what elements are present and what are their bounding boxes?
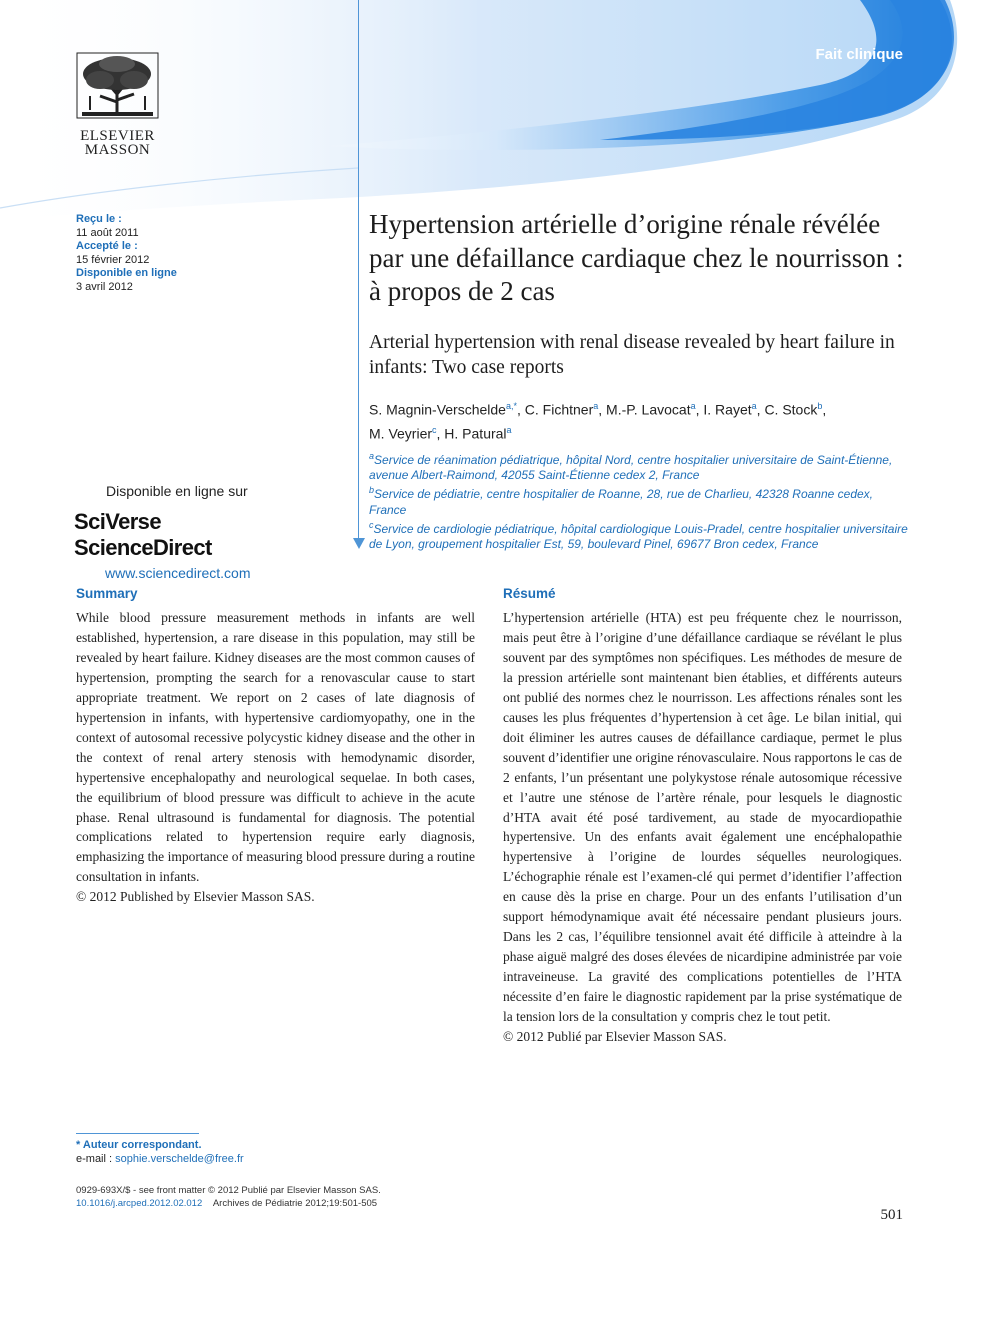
online-label: Disponible en ligne	[76, 267, 177, 279]
sciencedirect-link[interactable]: www.sciencedirect.com	[105, 565, 251, 581]
email-label: e-mail :	[76, 1153, 116, 1165]
article-subtitle: Arterial hypertension with renal disease revealed by heart failure in infants: Two case reports	[369, 332, 895, 378]
author-affiliation-mark: b	[817, 401, 823, 411]
summary-body: While blood pressure measurement methods in infants are well established, hypertension, a rare disease in this population, may still be revealed by heart failure. Kidney diseases are the most common causes of hypertension, prompting the search for a renovascular cause to start appropriate treatment. We report on 2 cases of late diagnosis of hypertension in infants, with hypertensive cardiomyopathy, one in the context of autosomal recessive polycystic kidney disease and the other in the context of renal artery stenosis with hemodynamic disorder, hypertensive encephalopathy and neurological sequelae. In both cases, the equilibrium of blood pressure was difficult to achieve in the acute phase. Renal ultrasound is fundamental for diagnosis. The potential complications related to hypertension require early diagnosis, emphasizing the importance of measuring blood pressure during a routine consultation in infants.	[76, 610, 475, 885]
affiliation-mark: b	[369, 485, 375, 496]
affiliation-list	[369, 449, 909, 552]
affiliation	[369, 483, 909, 517]
resume-copyright: © 2012 Publié par Elsevier Masson SAS.	[503, 1029, 727, 1045]
author-affiliation-mark: a	[690, 401, 696, 411]
summary-heading: Summary	[76, 586, 138, 601]
corresponding-author-note: * Auteur correspondant.	[76, 1139, 202, 1151]
affiliation-mark: a	[369, 451, 375, 461]
doi-line	[76, 1198, 496, 1211]
author-affiliation-mark: a	[751, 401, 757, 411]
email-line	[76, 1152, 376, 1166]
author-list	[369, 396, 909, 443]
resume-heading: Résumé	[503, 586, 556, 601]
author: C. Stock	[764, 401, 818, 418]
author-separator: ,	[695, 401, 704, 418]
email-link[interactable]: sophie.verschelde@free.fr	[115, 1153, 244, 1165]
vertical-rule	[358, 0, 359, 543]
publisher-logo	[70, 50, 165, 157]
author: M. Veyrier	[369, 425, 433, 442]
summary-text	[76, 608, 475, 907]
resume-body: L’hypertension artérielle (HTA) est peu fréquente chez le nourrisson, mais peut être à l’origine d’une défaillance cardiaque se révélant le plus souvent par des symptômes non spécifiques. Les méthodes de mesure de la pression artérielle sont maintenant bien établies, et différents auteurs ont publié des normes chez le nourrisson. Les affections rénales sont les causes les plus fréquentes d’hypertension à cet âge. Le bilan initial, qui doit éliminer les autres causes de défaillance cardiaque, permet le plus souvent d’identifier une origine rénovasculaire. Nous rapportons le cas de 2 enfants, l’un présentant une polykystose rénale autosomique récessive et l’autre une sténose de l’artère rénale, pour lesquels le diagnostic d’HTA avait été posé tardivement, au stade de myocardiopathie hypertensive. Un des enfants avait également une encéphalopathie hypertensive à l’origine de lourdes séquelles neurologiques. L’échographie rénale est l’examen-clé qui permet d’identifier l’affection en cause dès la prise en charge. Pour un des enfants l’utilisation d’un support hémodynamique avait été nécessaire pendant plusieurs jours. Dans les 2 cas, l’équilibre tensionnel avait été difficile à atteindre à la phase aiguë malgré des doses élevées de nicardipine administrée par voie intraveineuse. La gravité des complications potentielles de l’HTA nécessite d’en faire le diagnostic rapidement par la prise systématique de la tension lors de la consultation y compris chez le tout petit.	[503, 610, 902, 1025]
sciencedirect-block	[74, 483, 294, 581]
author: C. Fichtner	[524, 401, 594, 418]
author: S. Magnin-Verschelde	[369, 401, 506, 418]
author-separator: ,	[598, 401, 607, 418]
footnote	[76, 1138, 376, 1166]
accepted-value: 15 février 2012	[76, 253, 150, 266]
article-dates	[76, 213, 276, 294]
issn-line: 0929-693X/$ - see front matter © 2012 Publié par Elsevier Masson SAS.	[76, 1185, 381, 1196]
affiliation-mark: c	[369, 519, 374, 530]
author: M.-P. Lavocat	[606, 401, 691, 418]
author-separator: ,	[516, 401, 525, 418]
section-label: Fait clinique	[815, 46, 903, 63]
elsevier-tree-icon	[70, 50, 165, 122]
article-title: Hypertension artérielle d’origine rénale révélée par une défaillance cardiaque chez le nourrisson : à propos de 2 cas	[369, 209, 904, 306]
accepted-label: Accepté le :	[76, 240, 138, 252]
author: H. Patural	[444, 425, 507, 442]
journal-ref: Archives de Pédiatrie 2012;19:501-505	[212, 1197, 378, 1209]
doi-link[interactable]: 10.1016/j.arcped.2012.02.012	[76, 1197, 203, 1209]
summary-copyright: © 2012 Published by Elsevier Masson SAS.	[76, 889, 315, 905]
affiliation	[369, 449, 909, 483]
logo-line-1: ELSEVIER	[80, 128, 155, 144]
received-value: 11 août 2011	[76, 226, 139, 239]
online-value: 3 avril 2012	[76, 280, 133, 293]
logo-line-2: MASSON	[84, 142, 151, 158]
sciencedirect-logo: SciVerse ScienceDirect	[74, 509, 212, 560]
sciencedirect-available: Disponible en ligne sur	[106, 483, 248, 499]
author-affiliation-mark: a	[506, 424, 512, 435]
affiliation-text: Service de réanimation pédiatrique, hôpital Nord, centre hospitalier universitaire de Saint-Étienne, avenue Albert-Raimond, 42055 Saint-Étienne cedex 2, France	[369, 453, 893, 483]
resume-text	[503, 608, 902, 1047]
received-label: Reçu le :	[76, 213, 122, 225]
author-separator: ,	[436, 425, 445, 442]
author-affiliation-mark: c	[432, 424, 437, 435]
footnote-rule	[76, 1133, 199, 1134]
author-affiliation-mark: a,*	[505, 401, 517, 411]
author-separator: ,	[822, 401, 827, 418]
author-affiliation-mark: a	[593, 401, 599, 411]
author: I. Rayet	[703, 401, 752, 418]
bottom-info	[76, 1185, 496, 1210]
affiliation	[369, 518, 909, 552]
affiliation-text: Service de pédiatrie, centre hospitalier de Roanne, 28, rue de Charlieu, 42328 Roanne cedex, France	[369, 487, 874, 517]
page-number: 501	[880, 1207, 903, 1223]
affiliation-text: Service de cardiologie pédiatrique, hôpital cardiologique Louis-Pradel, centre hospitalier universitaire de Lyon, groupement hospitalier Est, 59, boulevard Pinel, 69677 Bron cedex, France	[369, 521, 908, 552]
author-separator: ,	[756, 401, 765, 418]
arrow-down-icon	[353, 538, 365, 549]
